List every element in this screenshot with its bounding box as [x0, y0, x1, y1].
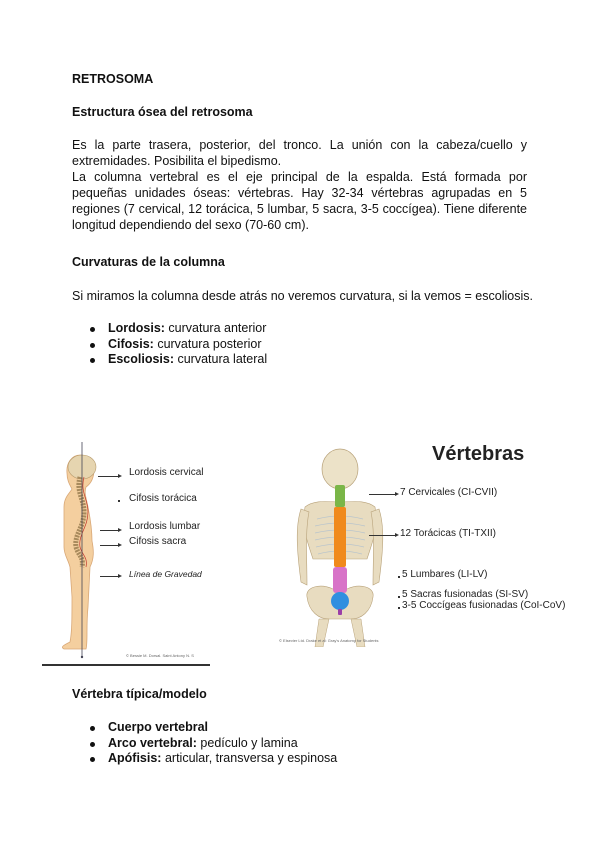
- figure-title-vertebras: Vértebras: [432, 443, 525, 465]
- arrow-icon: [98, 476, 120, 477]
- list-item: Cifosis: curvatura posterior: [90, 337, 267, 353]
- figure-lateral-spine: [42, 437, 272, 667]
- figure-underline: [42, 664, 210, 666]
- figure-vertebral-regions: [277, 437, 597, 645]
- paragraph-vertebral-column: La columna vertebral es el eje principal de la espalda. Está formada por pequeñas unidades óseas: vértebras. Hay 32-34 vértebras agrupadas en 5 regiones (7 cervical, 12 torácica, 5 lumbar, 5 sacra, 3-5 coccígea). Tiene diferente longitud dependiendo del sexo (70-60 cm).: [72, 170, 527, 232]
- section-heading-bone-structure: Estructura ósea del retrosoma: [72, 105, 253, 119]
- list-item: Escoliosis: curvatura lateral: [90, 352, 267, 368]
- label-cifosis-toracica: Cifosis torácica: [129, 493, 197, 504]
- bone-structure-text: [72, 137, 527, 233]
- lateral-body-illustration: [42, 437, 142, 662]
- list-item: Lordosis: curvatura anterior: [90, 321, 267, 337]
- label-lordosis-cervical: Lordosis cervical: [129, 467, 204, 478]
- list-item: Arco vertebral: pedículo y lamina: [90, 736, 337, 752]
- arrow-icon: [369, 535, 397, 536]
- vertebra-parts-list: [90, 720, 337, 767]
- paragraph-curvatures: Si miramos la columna desde atrás no veremos curvatura, si la vemos = escoliosis.: [72, 289, 533, 303]
- pointer-dot-icon: [398, 596, 400, 598]
- section-heading-curvatures: Curvaturas de la columna: [72, 255, 225, 269]
- list-item: Cuerpo vertebral: [90, 720, 337, 736]
- label-lordosis-lumbar: Lordosis lumbar: [129, 521, 201, 532]
- curvature-list: [90, 321, 267, 368]
- figure-caption: © Elsevier Ltd. Drake et al: Gray's Anatomy for Students: [279, 638, 379, 643]
- figure-caption: © Bessie M. Dorsal. Saint Antony N. S: [126, 653, 194, 658]
- arrow-icon: [369, 494, 397, 495]
- pointer-dot-icon: [398, 607, 400, 609]
- arrow-icon: [100, 545, 120, 546]
- arrow-icon: [100, 530, 120, 531]
- label-cifosis-sacra: Cifosis sacra: [129, 536, 187, 547]
- label-linea-gravedad: Línea de Gravedad: [129, 569, 202, 579]
- label-coccigeas: 3-5 Coccígeas fusionadas (CoI-CoV): [402, 600, 566, 611]
- arrow-icon: [100, 576, 120, 577]
- section-heading-typical-vertebra: Vértebra típica/modelo: [72, 687, 207, 701]
- list-item: Apófisis: articular, transversa y espinosa: [90, 751, 337, 767]
- label-cervicales: 7 Cervicales (CI-CVII): [400, 487, 498, 498]
- label-lumbares: 5 Lumbares (LI-LV): [402, 569, 488, 580]
- document-title: RETROSOMA: [72, 72, 154, 86]
- paragraph-retrosoma-definition: Es la parte trasera, posterior, del tronco. La unión con la cabeza/cuello y extremidades. Posibilita el bipedismo.: [72, 138, 527, 168]
- label-toracicas: 12 Torácicas (TI-TXII): [400, 528, 496, 539]
- pointer-dot-icon: [398, 576, 400, 578]
- posterior-skeleton-illustration: [285, 447, 390, 647]
- pointer-dot-icon: [118, 500, 120, 502]
- label-sacras: 5 Sacras fusionadas (SI-SV): [402, 589, 529, 600]
